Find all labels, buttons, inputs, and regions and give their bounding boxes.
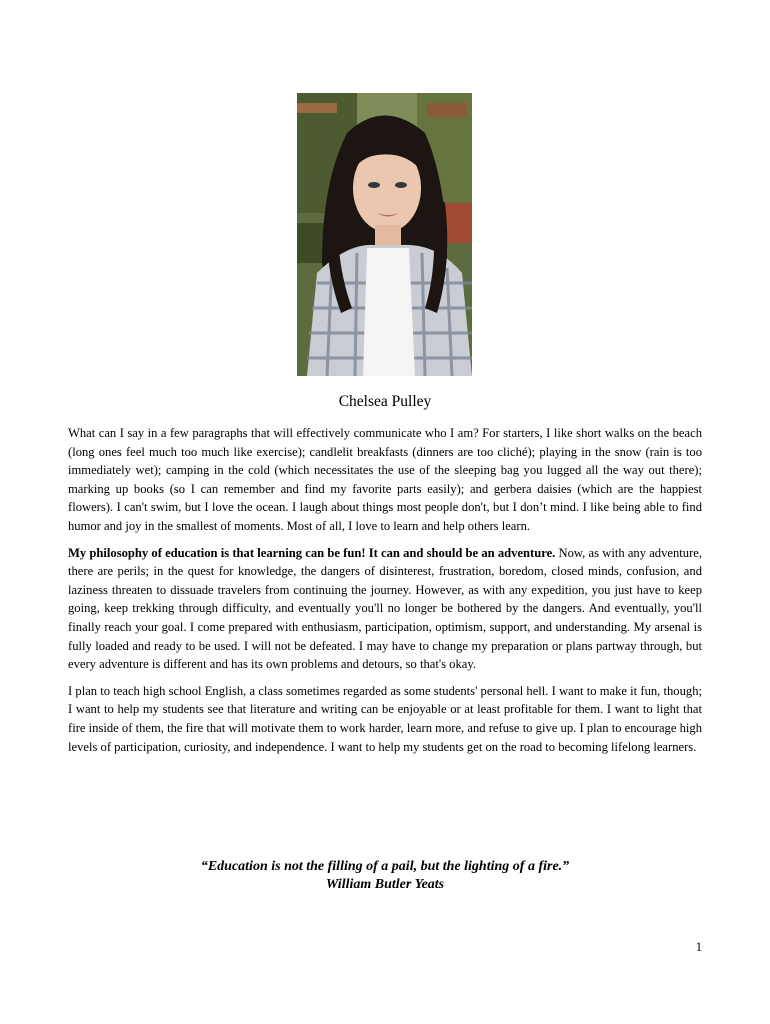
quote-author: William Butler Yeats bbox=[325, 877, 445, 892]
body-text bbox=[68, 424, 702, 764]
paragraph-teaching-plan: I plan to teach high school English, a class sometimes regarded as some students' personal hell. I want to make it fun, though; I want to help my students see that literature and writing can be enjoyable or at least profitable for them. I want to light that fire inside of them, the fire that will motivate them to work harder, learn more, and refuse to give up. I plan to encourage high levels of participation, curiosity, and independence. I want to help my students get on the road to becoming lifelong learners. bbox=[68, 683, 702, 754]
paragraph-philosophy bbox=[68, 544, 702, 674]
philosophy-text: Now, as with any adventure, there are perils; in the quest for knowledge, the dangers of disinterest, frustration, boredom, closed minds, confusion, and laziness threaten to dissuade travelers from continuing the journey. However, as with any expedition, you just have to keep going, keep trekking through difficulty, and eventually you'll no longer be bothered by the dangers. And eventually, you'll finally reach your goal. I come prepared with enthusiasm, participation, optimism, support, and understanding. My arsenal is fully loaded and ready to be used. I will not be defeated. I may have to change my preparation or plans partway through, but every adventure is different and has its own problems and detours, so that's okay. bbox=[68, 545, 702, 672]
person-name: Chelsea Pulley bbox=[338, 393, 432, 410]
quote-block bbox=[0, 858, 770, 894]
paragraph-intro: What can I say in a few paragraphs that will effectively communicate who I am? For starters, I like short walks on the beach (long ones feel much too much like exercise); candlelit breakfasts (dinners are too cliché); playing in the snow (rain is too immediately wet); camping in the cold (which necessitates the use of the sleeping bag you lugged all the way out there); marking up books (so I can remember and find my favorite parts easily); and gerbera daisies (which are the happiest flowers). I can't swim, but I love the ocean. I laugh about things most people don't, but I don’t mind. I like being able to find humor and joy in the smallest of moments. Most of all, I love to learn and help others learn. bbox=[68, 426, 702, 533]
quote-text: “Education is not the filling of a pail, but the lighting of a fire.” bbox=[200, 859, 570, 874]
portrait-photo bbox=[297, 93, 472, 376]
portrait-image bbox=[297, 93, 472, 376]
philosophy-statement: My philosophy of education is that learning can be fun! It can and should be an adventure. bbox=[68, 545, 556, 560]
page-number: 1 bbox=[695, 940, 702, 954]
